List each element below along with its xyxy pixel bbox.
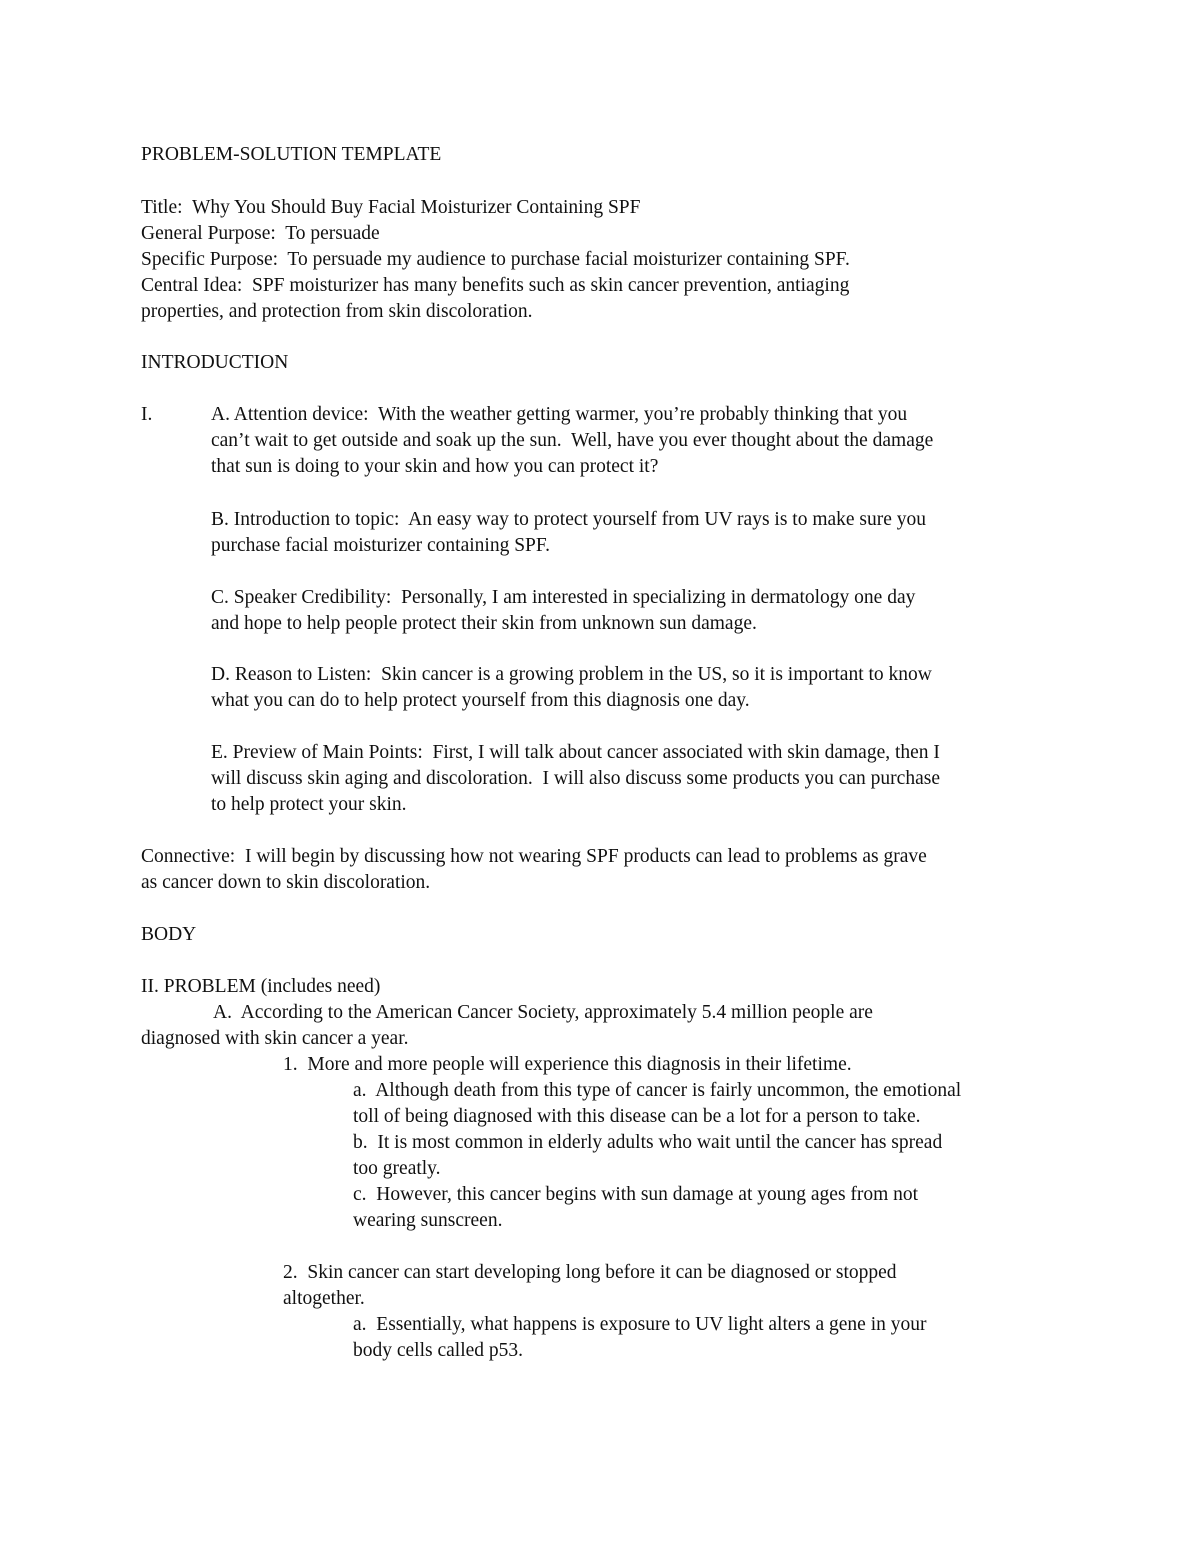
body-heading: BODY	[141, 924, 197, 945]
problem-point-a-line-2: diagnosed with skin cancer a year.	[141, 1028, 409, 1049]
attention-device-line-1: A. Attention device: With the weather getting warmer, you’re probably thinking that you	[211, 404, 908, 425]
problem-heading: II. PROBLEM (includes need)	[141, 976, 381, 997]
preview-line-3: to help protect your skin.	[211, 794, 407, 815]
problem-point-a-line-1: A. According to the American Cancer Society, approximately 5.4 million people are	[213, 1002, 873, 1023]
problem-sub-1a-line-1: a. Although death from this type of cancer is fairly uncommon, the emotional	[353, 1080, 962, 1101]
problem-sub-1c-line-2: wearing sunscreen.	[353, 1210, 503, 1231]
connective-line-1: Connective: I will begin by discussing how not wearing SPF products can lead to problems as grave	[141, 846, 927, 867]
central-idea-line-2: properties, and protection from skin discoloration.	[141, 301, 533, 322]
preview-line-2: will discuss skin aging and discoloration. I will also discuss some products you can purchase	[211, 768, 940, 789]
document-heading: PROBLEM-SOLUTION TEMPLATE	[141, 144, 442, 165]
problem-sub-1b-line-1: b. It is most common in elderly adults who wait until the cancer has spread	[353, 1132, 943, 1153]
intro-topic-line-1: B. Introduction to topic: An easy way to protect yourself from UV rays is to make sure you	[211, 509, 927, 530]
problem-sub-2-line-1: 2. Skin cancer can start developing long before it can be diagnosed or stopped	[283, 1262, 897, 1283]
speaker-credibility-line-1: C. Speaker Credibility: Personally, I am interested in specializing in dermatology one day	[211, 587, 916, 608]
intro-topic-line-2: purchase facial moisturizer containing SPF.	[211, 535, 551, 556]
general-purpose: General Purpose: To persuade	[141, 223, 380, 244]
introduction-numeral: I.	[141, 404, 153, 425]
problem-sub-1a-line-2: toll of being diagnosed with this disease can be a lot for a person to take.	[353, 1106, 921, 1127]
speech-title: Title: Why You Should Buy Facial Moisturizer Containing SPF	[141, 197, 641, 218]
speaker-credibility-line-2: and hope to help people protect their skin from unknown sun damage.	[211, 613, 757, 634]
problem-sub-2a-line-2: body cells called p53.	[353, 1340, 524, 1361]
problem-sub-1b-line-2: too greatly.	[353, 1158, 441, 1179]
problem-sub-1c-line-1: c. However, this cancer begins with sun damage at young ages from not	[353, 1184, 919, 1205]
reason-to-listen-line-2: what you can do to help protect yourself from this diagnosis one day.	[211, 690, 750, 711]
problem-sub-1: 1. More and more people will experience this diagnosis in their lifetime.	[283, 1054, 852, 1075]
problem-sub-2-line-2: altogether.	[283, 1288, 365, 1309]
central-idea-line-1: Central Idea: SPF moisturizer has many benefits such as skin cancer prevention, antiaging	[141, 275, 850, 296]
connective-line-2: as cancer down to skin discoloration.	[141, 872, 431, 893]
attention-device-line-3: that sun is doing to your skin and how you can protect it?	[211, 456, 659, 477]
reason-to-listen-line-1: D. Reason to Listen: Skin cancer is a growing problem in the US, so it is important to know	[211, 664, 932, 685]
problem-sub-2a-line-1: a. Essentially, what happens is exposure to UV light alters a gene in your	[353, 1314, 927, 1335]
specific-purpose: Specific Purpose: To persuade my audience to purchase facial moisturizer containing SPF.	[141, 249, 850, 270]
preview-line-1: E. Preview of Main Points: First, I will talk about cancer associated with skin damage, then I	[211, 742, 940, 763]
introduction-heading: INTRODUCTION	[141, 352, 289, 373]
attention-device-line-2: can’t wait to get outside and soak up the sun. Well, have you ever thought about the damage	[211, 430, 934, 451]
